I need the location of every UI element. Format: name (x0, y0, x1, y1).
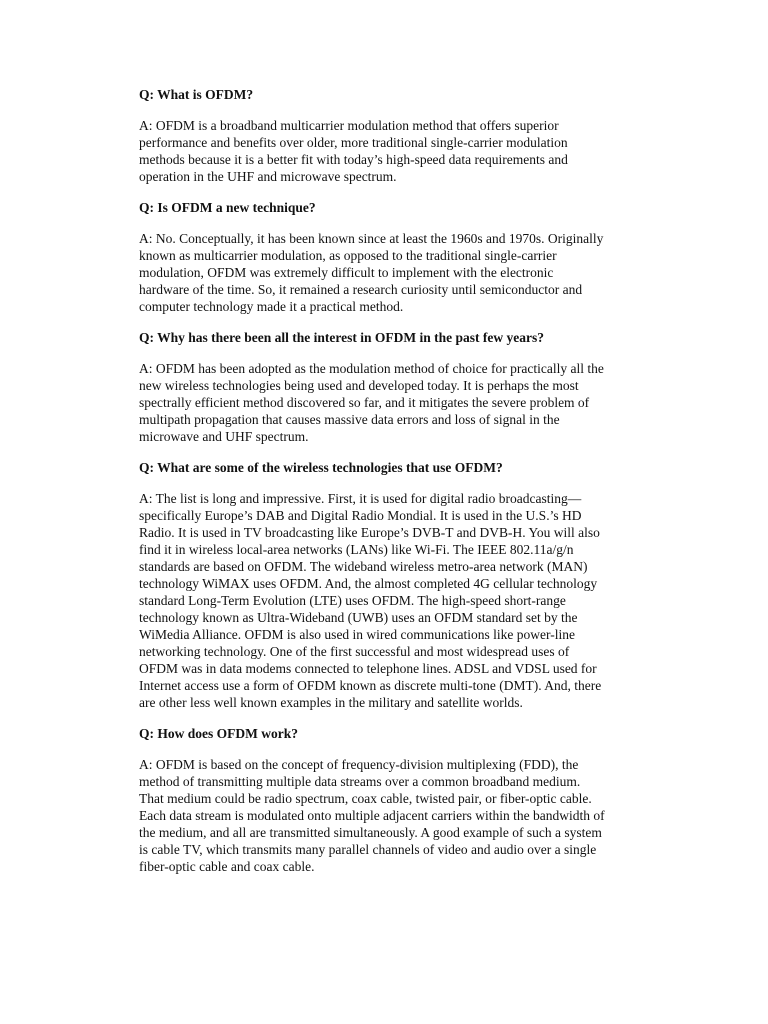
answer-line: A: OFDM has been adopted as the modulation method of choice for practically all the (139, 361, 604, 376)
answer-paragraph (139, 756, 658, 875)
answer-line: networking technology. One of the first successful and most widespread uses of (139, 644, 570, 659)
answer-line: A: No. Conceptually, it has been known since at least the 1960s and 1970s. Originally (139, 231, 604, 246)
answer-line: technology WiMAX uses OFDM. And, the almost completed 4G cellular technology (139, 576, 598, 591)
answer-line: technology known as Ultra-Wideband (UWB) uses an OFDM standard set by the (139, 610, 578, 625)
answer-paragraph (139, 490, 658, 711)
answer-line: spectrally efficient method discovered so far, and it mitigates the severe problem of (139, 395, 590, 410)
answer-line: standard Long-Term Evolution (LTE) uses OFDM. The high-speed short-range (139, 593, 566, 608)
answer-paragraph (139, 360, 658, 445)
answer-line: WiMedia Alliance. OFDM is also used in wired communications like power-line (139, 627, 575, 642)
answer-line: specifically Europe’s DAB and Digital Radio Mondial. It is used in the U.S.’s HD (139, 508, 582, 523)
answer-line: are other less well known examples in the military and satellite worlds. (139, 695, 523, 710)
answer-line: A: OFDM is based on the concept of frequency-division multiplexing (FDD), the (139, 757, 579, 772)
answer-line: modulation, OFDM was extremely difficult to implement with the electronic (139, 265, 554, 280)
faq-item-3 (139, 329, 658, 445)
answer-line: performance and benefits over older, more traditional single-carrier modulation (139, 135, 568, 150)
question-heading: Q: Is OFDM a new technique? (139, 200, 316, 215)
answer-line: standards are based on OFDM. The wideband wireless metro-area network (MAN) (139, 559, 588, 574)
question-heading: Q: How does OFDM work? (139, 726, 298, 741)
answer-line: the medium, and all are transmitted simultaneously. A good example of such a system (139, 825, 602, 840)
answer-paragraph (139, 117, 658, 185)
faq-item-4 (139, 459, 658, 711)
faq-item-1 (139, 86, 658, 185)
answer-line: Radio. It is used in TV broadcasting like Europe’s DVB-T and DVB-H. You will also (139, 525, 600, 540)
answer-line: multipath propagation that causes massive data errors and loss of signal in the (139, 412, 560, 427)
answer-line: find it in wireless local-area networks (LANs) like Wi-Fi. The IEEE 802.11a/g/n (139, 542, 574, 557)
answer-line: methods because it is a better fit with today’s high-speed data requirements and (139, 152, 568, 167)
answer-line: That medium could be radio spectrum, coax cable, twisted pair, or fiber-optic cable. (139, 791, 592, 806)
answer-line: Each data stream is modulated onto multiple adjacent carriers within the bandwidth of (139, 808, 605, 823)
faq-item-2 (139, 199, 658, 315)
answer-line: known as multicarrier modulation, as opposed to the traditional single-carrier (139, 248, 557, 263)
answer-line: A: OFDM is a broadband multicarrier modulation method that offers superior (139, 118, 559, 133)
question-heading: Q: What is OFDM? (139, 87, 254, 102)
answer-paragraph (139, 230, 658, 315)
answer-line: is cable TV, which transmits many parallel channels of video and audio over a single (139, 842, 597, 857)
answer-line: OFDM was in data modems connected to telephone lines. ADSL and VDSL used for (139, 661, 597, 676)
question-heading: Q: What are some of the wireless technologies that use OFDM? (139, 460, 503, 475)
answer-line: method of transmitting multiple data streams over a common broadband medium. (139, 774, 581, 789)
answer-line: microwave and UHF spectrum. (139, 429, 309, 444)
answer-line: Internet access use a form of OFDM known as discrete multi-tone (DMT). And, there (139, 678, 602, 693)
question-heading: Q: Why has there been all the interest in OFDM in the past few years? (139, 330, 544, 345)
answer-line: new wireless technologies being used and developed today. It is perhaps the most (139, 378, 579, 393)
answer-line: operation in the UHF and microwave spectrum. (139, 169, 397, 184)
answer-line: computer technology made it a practical method. (139, 299, 404, 314)
answer-line: A: The list is long and impressive. First, it is used for digital radio broadcasting— (139, 491, 582, 506)
faq-item-5 (139, 725, 658, 875)
answer-line: fiber-optic cable and coax cable. (139, 859, 315, 874)
answer-line: hardware of the time. So, it remained a research curiosity until semiconductor and (139, 282, 583, 297)
